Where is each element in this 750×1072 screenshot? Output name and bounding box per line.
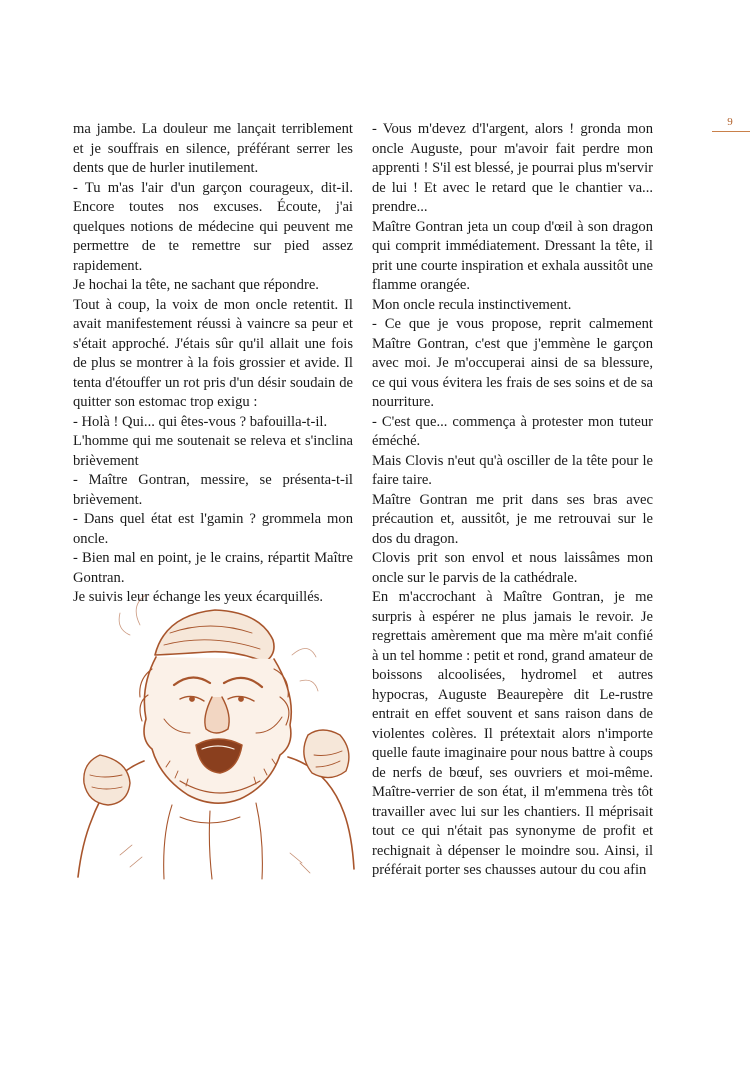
uncle-sketch-illustration [60,585,360,885]
paragraph: - Dans quel état est l'gamin ? grommela mon oncle. [73,511,353,547]
page-number-rule [712,131,750,132]
paragraph: - Ce que je vous propose, reprit calmement Maître Gontran, c'est que j'emmène le garçon avec moi. Je m'occuperai ainsi de sa blessure, ce qui vous évitera les frais de ses soins et de sa nourriture. [372,316,653,410]
paragraph: Je suivis leur échange les yeux écarquillés. [73,589,324,605]
paragraph: Mon oncle recula instinctivement. [372,296,572,313]
paragraph: Tout à coup, la voix de mon oncle retentit. Il avait manifestement réussi à vaincre sa peur et s'était approché. J'étais sûr qu'il allait une fois de plus se montrer à la fois grossier et avide. Il tenta d'étouffer un rot pris d'un désir soudain de quitter son estomac trop exigu : [73,296,353,410]
paragraph: Je hochai la tête, ne sachant que répondre. [73,277,319,293]
left-text-column [73,120,353,608]
paragraph: Mais Clovis n'eut qu'à osciller de la tête pour le faire taire. [372,452,653,488]
right-text-column [372,120,653,881]
paragraph: ma jambe. La douleur me lançait terriblement et je souffrais en silence, préférant serrer les dents que de hurler inutilement. [73,121,353,176]
page-number: 9 [727,116,733,128]
paragraph: Clovis prit son envol et nous laissâmes mon oncle sur le parvis de la cathédrale. [372,550,653,586]
paragraph: Maître Gontran jeta un coup d'œil à son dragon qui comprit immédiatement. Dressant la tête, il prit une courte inspiration et exhala aussitôt une flamme orangée. [372,218,653,293]
paragraph: En m'accrochant à Maître Gontran, je me surpris à espérer ne plus jamais le revoir. Je regrettais amèrement que ma mère m'ait confié à un tel homme : petit et rond, grand amateur de boissons alcoolisées, hydromel et autres hypocras, Auguste Beaurepère dit Le-rustre entrait en effet souvent et sans raison dans de violentes colères. Il prétextait alors n'importe quelle faute imaginaire pour nous battre à coups de nerfs de bœuf, ses ouvriers et moi-même. Maître-verrier de son état, il m'emmena très tôt travailler avec lui sur les chantiers. Il méprisait tout ce qui n'était pas synonyme de profit et rechignait à dépenser le moindre sou. Ainsi, il préférait porter ses chausses autour du cou afin [372,589,653,878]
paragraph: Maître Gontran me prit dans ses bras avec précaution et, aussitôt, je me retrouvai sur le dos du dragon. [372,491,653,547]
paragraph: - Tu m'as l'air d'un garçon courageux, dit-il. Encore toutes nos excuses. Écoute, j'ai quelques notions de médecine qui peuvent me permettre de te remettre sur pied assez rapidement. [73,179,353,274]
paragraph: - Holà ! Qui... qui êtes-vous ? bafouilla-t-il. [73,413,328,430]
paragraph: - C'est que... commença à protester mon tuteur éméché. [372,413,653,449]
paragraph: L'homme qui me soutenait se releva et s'inclina brièvement [73,433,353,469]
paragraph: - Bien mal en point, je le crains, répartit Maître Gontran. [73,550,353,586]
paragraph: - Vous m'devez d'l'argent, alors ! gronda mon oncle Auguste, pour m'avoir fait perdre mon apprenti ! S'il est blessé, je pourrai plus m'servir de lui ! Et avec le retard que le chantier va... prendre... [372,121,653,215]
paragraph: - Maître Gontran, messire, se présenta-t-il brièvement. [73,472,353,508]
